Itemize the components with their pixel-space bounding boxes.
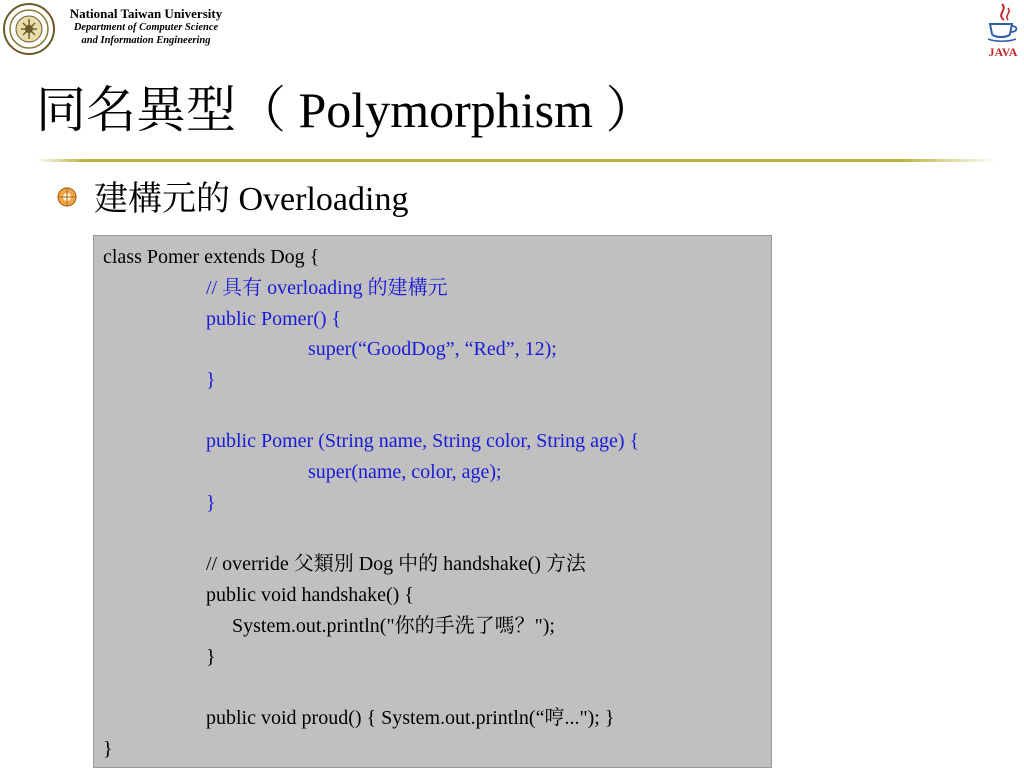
bullet-icon — [56, 186, 78, 208]
university-name: National Taiwan University — [69, 6, 223, 21]
slide-title: 同名異型（ Polymorphism ） — [36, 82, 656, 138]
code-line: public void handshake() { — [206, 584, 414, 606]
code-line: } — [103, 738, 113, 760]
code-line: public void proud() { System.out.println(“哼..."); } — [206, 707, 615, 729]
code-line: } — [206, 492, 216, 514]
code-line: public Pomer() { — [206, 308, 342, 330]
code-line: } — [206, 369, 216, 391]
code-block — [93, 235, 772, 768]
department-line-2: and Information Engineering — [81, 35, 211, 46]
code-line-comment: // 具有 overloading 的建構元 — [206, 277, 448, 299]
java-logo — [982, 0, 1024, 60]
code-line: System.out.println("你的手洗了嗎？"); — [232, 615, 555, 637]
code-line-comment: // override 父類別 Dog 中的 handshake() 方法 — [206, 553, 586, 575]
code-line: } — [206, 646, 216, 668]
title-divider — [36, 158, 996, 163]
bullet-text: 建構元的 Overloading — [94, 181, 409, 218]
code-line: super(“GoodDog”, “Red”, 12); — [308, 338, 557, 360]
ntu-seal-logo — [2, 2, 56, 56]
header-institution — [56, 6, 236, 47]
code-line: class Pomer extends Dog { — [103, 246, 320, 268]
department-line-1: Department of Computer Science — [73, 22, 219, 33]
code-line: super(name, color, age); — [308, 461, 502, 483]
java-logo-text: JAVA — [988, 45, 1018, 59]
code-line: public Pomer (String name, String color, String age) { — [206, 430, 640, 452]
